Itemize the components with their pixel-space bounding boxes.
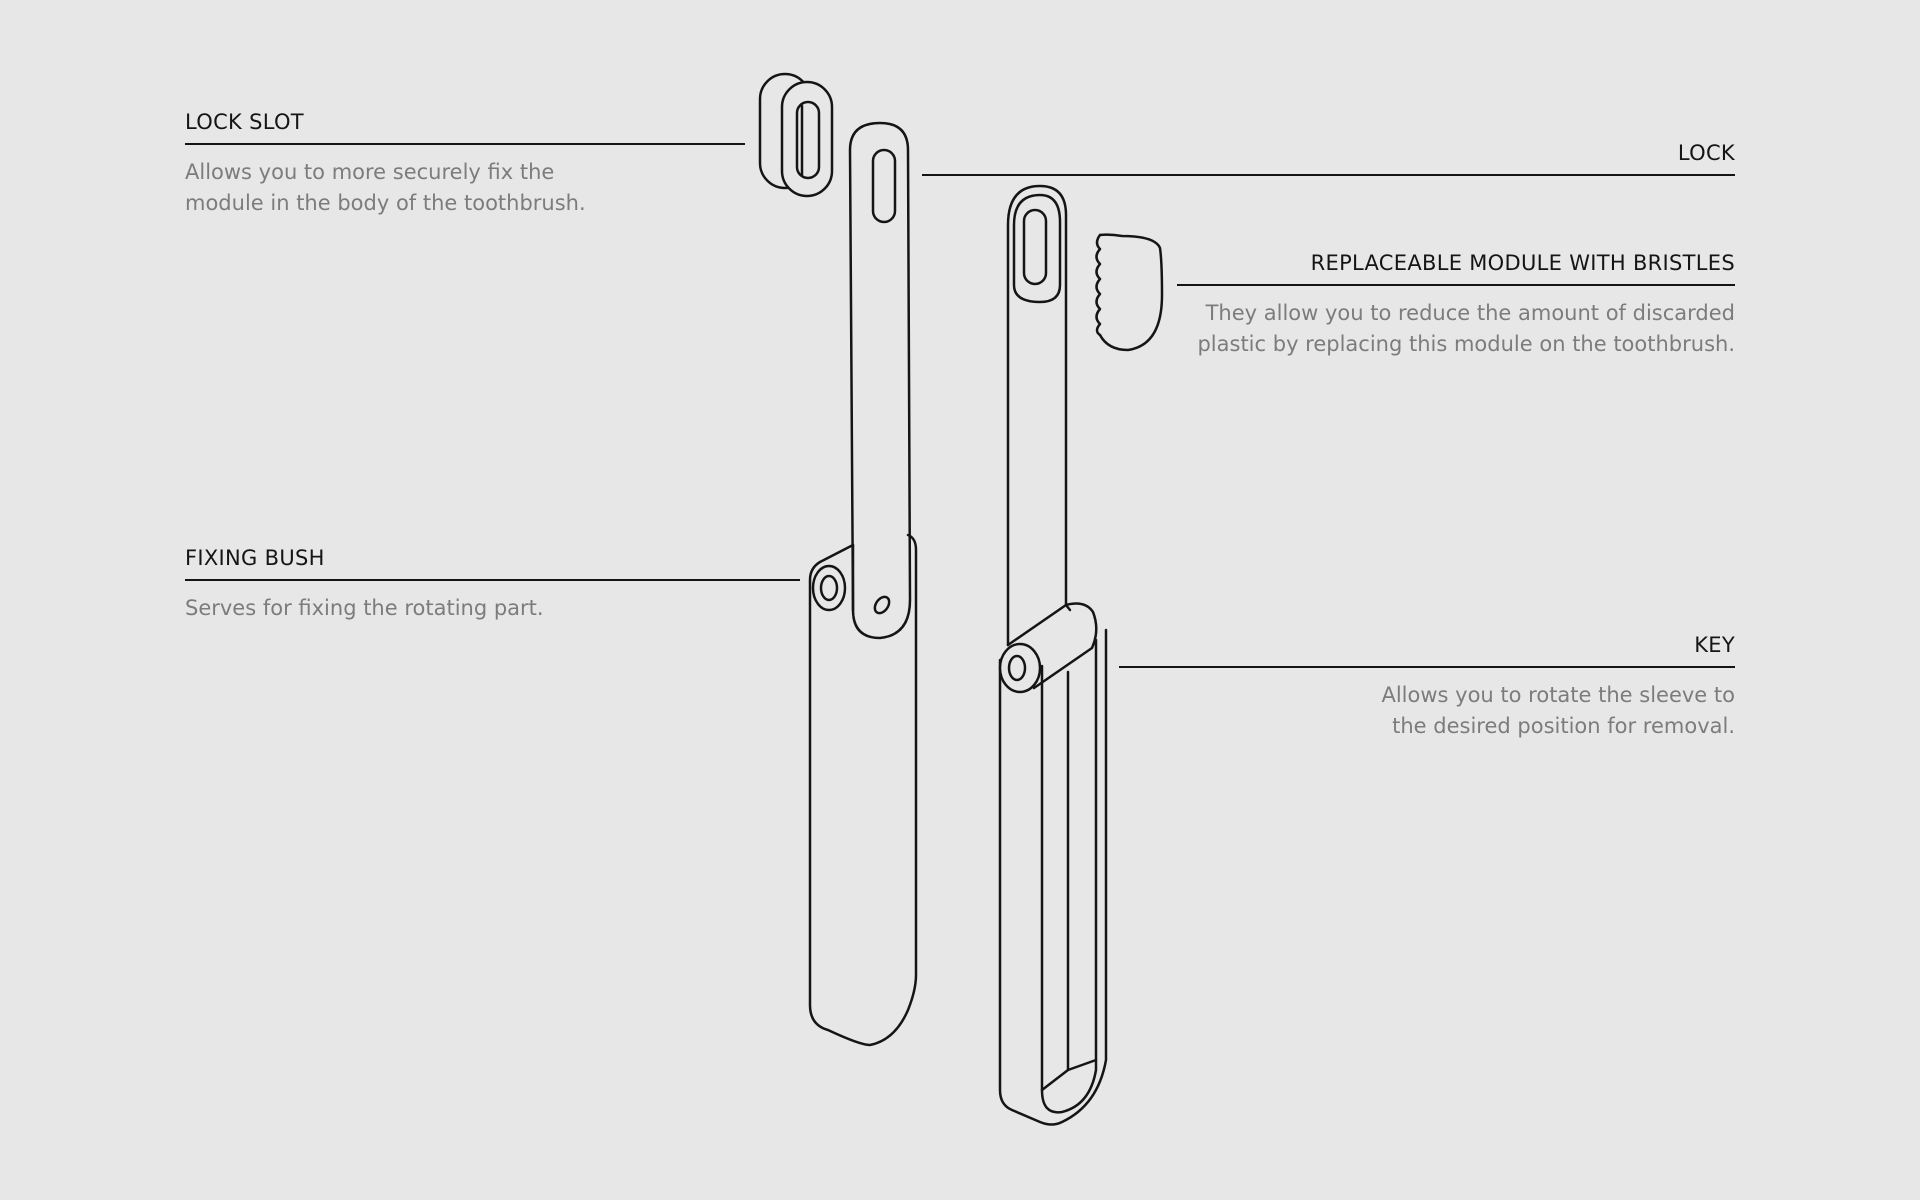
replaceable-bristle-module xyxy=(1097,235,1163,350)
callout-title: KEY xyxy=(1694,633,1735,657)
callout-title: FIXING BUSH xyxy=(185,546,325,570)
description-line: They allow you to reduce the amount of discarded xyxy=(1205,301,1735,325)
right-brush-handle xyxy=(1000,630,1106,1125)
left-fixing-bush xyxy=(813,566,845,610)
left-brush-head xyxy=(850,123,910,638)
description-line: plastic by replacing this module on the toothbrush. xyxy=(1197,332,1735,356)
callout-title: LOCK SLOT xyxy=(185,110,304,134)
description-line: the desired position for removal. xyxy=(1392,714,1735,738)
description-line: Allows you to rotate the sleeve to xyxy=(1381,683,1735,707)
callout-title: LOCK xyxy=(1677,141,1735,165)
right-brush-stem xyxy=(1008,186,1066,645)
description-line: Serves for fixing the rotating part. xyxy=(185,596,544,620)
lock-slot-part xyxy=(760,74,832,196)
right-fixing-bush xyxy=(1000,644,1040,692)
callout-title: REPLACEABLE MODULE WITH BRISTLES xyxy=(1310,251,1735,275)
description-line: module in the body of the toothbrush. xyxy=(185,191,586,215)
description-line: Allows you to more securely fix the xyxy=(185,160,555,184)
left-brush-handle xyxy=(810,535,916,1045)
